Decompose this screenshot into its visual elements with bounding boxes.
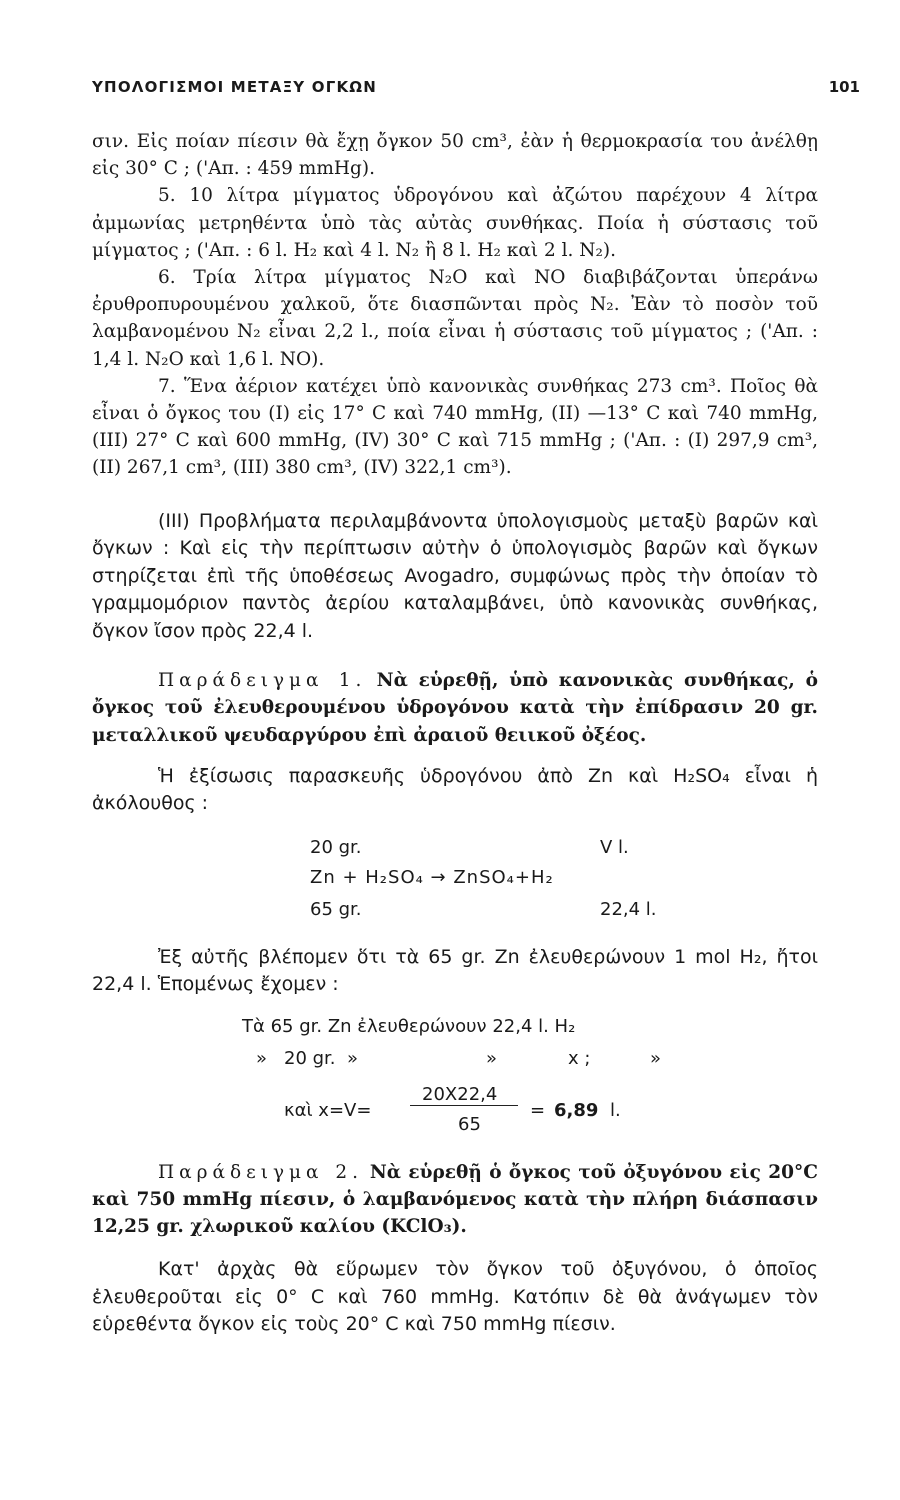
example-2-statement — [92, 1159, 818, 1241]
calc-ditto-4: » — [650, 1047, 662, 1069]
eq-top-left: 20 gr. — [310, 836, 362, 858]
calc-ditto-1: » — [256, 1047, 268, 1069]
fraction-numerator: 20X22,4 — [422, 1083, 498, 1105]
approx-sign: = — [530, 1099, 546, 1121]
calc-ditto-3: » — [486, 1047, 498, 1069]
calc-x: x ; — [568, 1047, 591, 1069]
problem-7: 7. Ἕνα ἀέριον κατέχει ὑπὸ κανονικὰς συνθήκας 273 cm³. Ποῖος θὰ εἶναι ὁ ὄγκος του (I) εἰς 17° C καὶ 740 mmHg, (II) —13° C καὶ 740 mmHg, (III) 27° C καὶ 600 mmHg, (IV) 30° C καὶ 715 mmHg ; ('Απ. : (I) 297,9 cm³, (II) 267,1 cm³, (III) 380 cm³, (IV) 322,1 cm³). — [92, 375, 818, 479]
eq-top-right: V l. — [600, 836, 629, 858]
section-text: Καὶ εἰς τὴν περίπτωσιν αὐτὴν ὁ ὑπολογισμὸς βαρῶν καὶ ὄγκων στηρίζεται ἐπὶ τῆς ὑποθέσεως Avogadro, συμφώνως πρὸς τὴν ὁποίαν τὸ γραμμομόριον παντὸς ἀερίου καταλαμβάνει, ὑπὸ κανονικὰς συνθήκας, ὄγκον ἴσον πρὸς 22,4 l. — [92, 537, 818, 642]
problem-6: 6. Τρία λίτρα μίγματος N₂O καὶ NO διαβιβάζονται ὑπεράνω ἐρυθροπυρουμένου χαλκοῦ, ὅτε διασπῶνται πρὸς N₂. Ἐὰν τὸ ποσὸν τοῦ λαμβανομένου N₂ εἶναι 2,2 l., ποία εἶναι ἡ σύστασις τοῦ μίγματος ; ('Απ. : 1,4 l. N₂O καὶ 1,6 l. NO). — [92, 267, 818, 370]
section-heading: (III) Προβλήματα περιλαμβάνοντα ὑπολογισμοὺς μεταξὺ βαρῶν καὶ ὄγκων : — [92, 509, 818, 560]
running-title: ΥΠΟΛΟΓΙΣΜΟΙ ΜΕΤΑΞΥ ΟΓΚΩΝ — [92, 78, 378, 96]
problem-5: 5. 10 λίτρα μίγματος ὑδρογόνου καὶ ἀζώτου παρέχουν 4 λίτρα ἀμμωνίας μετρηθέντα ὑπὸ τὰς αὐτὰς συνθήκας. Ποία ἡ σύστασις τοῦ μίγματος ; ('Απ. : 6 l. H₂ καὶ 4 l. N₂ ἢ 8 l. H₂ καὶ 2 l. N₂). — [92, 185, 818, 261]
calc-20gr: 20 gr. — [284, 1047, 336, 1069]
example-1-intro: Ἡ ἐξίσωσις παρασκευῆς ὑδρογόνου ἀπὸ Zn καὶ H₂SO₄ εἶναι ἡ ἀκόλουθος : — [92, 764, 818, 815]
fraction-denominator: 65 — [458, 1113, 481, 1135]
problem-4-tail: σιν. Εἰς ποίαν πίεσιν θὰ ἔχῃ ὄγκον 50 cm³, ἐὰν ἡ θερμοκρασία του ἀνέλθῃ εἰς 30° C ; ('Απ. : 459 mmHg). — [92, 131, 818, 180]
result-unit: l. — [610, 1099, 621, 1121]
chemical-equation — [92, 834, 818, 926]
section-paragraph — [92, 508, 818, 646]
calculation — [92, 1013, 818, 1153]
result-value: 6,89 — [554, 1099, 599, 1121]
eq-bottom-left: 65 gr. — [310, 898, 362, 920]
example-1-after: Ἐξ αὐτῆς βλέπομεν ὅτι τὰ 65 gr. Zn ἐλευθερώνουν 1 mol H₂, ἤτοι 22,4 l. Ἑπομένως ἔχομεν : — [92, 945, 818, 996]
example-1-statement — [92, 667, 818, 749]
example-2-text: Νὰ εὑρεθῇ ὁ ὄγκος τοῦ ὀξυγόνου εἰς 20°C καὶ 750 mmHg πίεσιν, ὁ λαμβανόμενος κατὰ τὴν πλήρη διάσπασιν 12,25 gr. χλωρικοῦ καλίου (KClO₃). — [92, 1161, 818, 1238]
fraction-bar — [410, 1105, 518, 1106]
calc-ditto-2: » — [347, 1047, 359, 1069]
page-body — [92, 128, 818, 1339]
eq-main: Zn + H₂SO₄ → ZnSO₄+H₂ — [310, 866, 554, 888]
result-prefix: καὶ x=V= — [284, 1099, 372, 1121]
example-1-label: Παράδειγμα 1. — [158, 670, 367, 692]
example-1-text: Νὰ εὑρεθῇ, ὑπὸ κανονικὰς συνθήκας, ὁ ὄγκος τοῦ ἐλευθερουμένου ὑδρογόνου κατὰ τὴν ἐπίδρασιν 20 gr. μεταλλικοῦ ψευδαργύρου ἐπὶ ἀραιοῦ θειικοῦ ὀξέος. — [92, 670, 818, 746]
example-2-label: Παράδειγμα 2. — [158, 1161, 364, 1183]
running-header — [92, 78, 860, 102]
calc-line-1: Τὰ 65 gr. Zn ἐλευθερώνουν 22,4 l. H₂ — [242, 1015, 576, 1037]
example-2-paragraph: Κατ' ἀρχὰς θὰ εὕρωμεν τὸν ὄγκον τοῦ ὀξυγόνου, ὁ ὁποῖος ἐλευθεροῦται εἰς 0° C καὶ 760 mmHg. Κατόπιν δὲ θὰ ἀνάγωμεν τὸν εὑρεθέντα ὄγκον εἰς τοὺς 20° C καὶ 750 mmHg πίεσιν. — [92, 1258, 818, 1336]
eq-bottom-right: 22,4 l. — [600, 898, 657, 920]
page-number: 101 — [828, 78, 860, 96]
